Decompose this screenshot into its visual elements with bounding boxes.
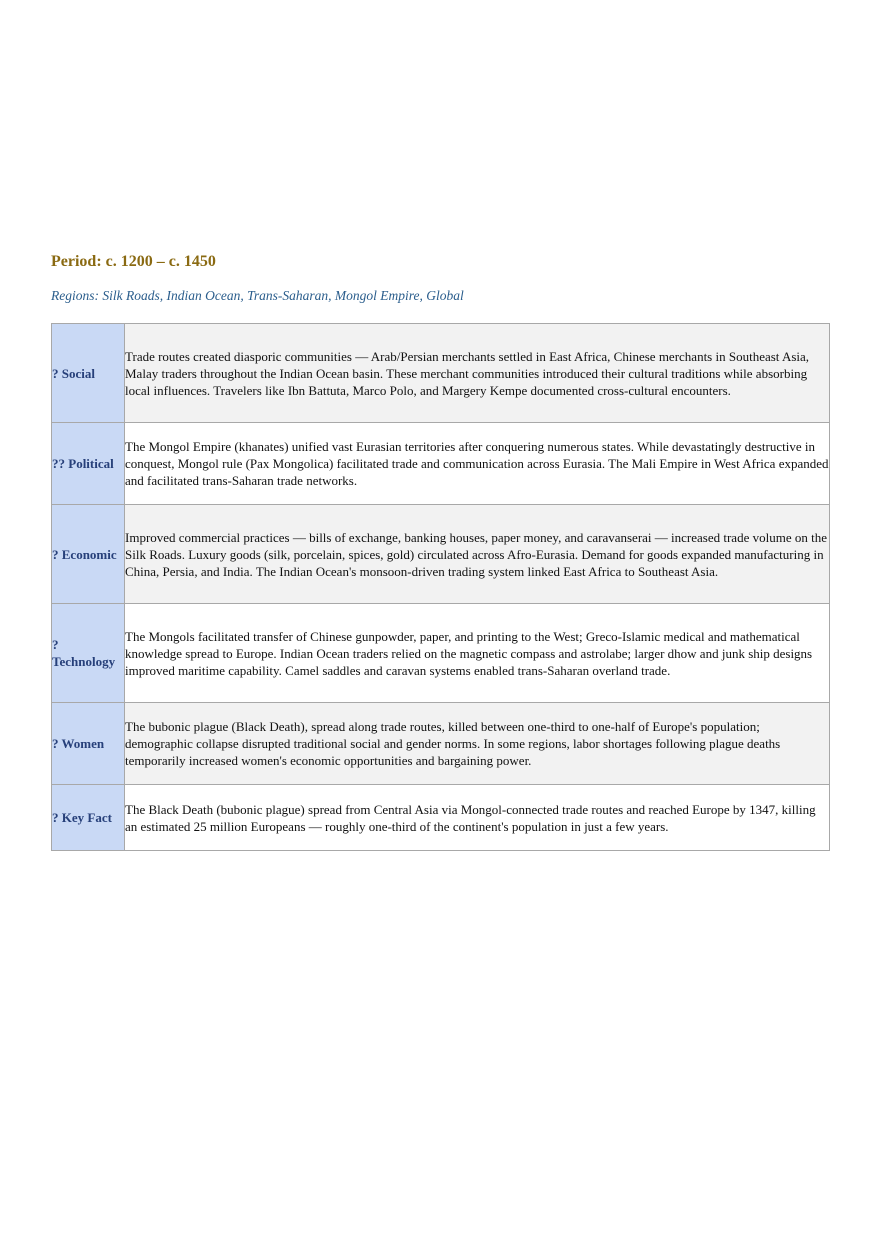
row-label-political: ?? Political xyxy=(52,423,125,505)
row-text-key-fact: The Black Death (bubonic plague) spread from Central Asia via Mongol-connected trade routes and reached Europe by 1347, killing an estimated 25 million Europeans — roughly one-third of the continent's population in just a few years. xyxy=(125,785,830,851)
row-label-social: ? Social xyxy=(52,324,125,423)
row-text-technology: The Mongols facilitated transfer of Chinese gunpowder, paper, and printing to the West; Greco-Islamic medical and mathematical knowledge spread to Europe. Indian Ocean traders relied on the magnetic compass and astrolabe; larger dhow and junk ship designs improved maritime capability. Camel saddles and caravan systems enabled trans-Saharan overland trade. xyxy=(125,604,830,703)
row-text-economic: Improved commercial practices — bills of exchange, banking houses, paper money, and caravanserai — increased trade volume on the Silk Roads. Luxury goods (silk, porcelain, spices, gold) circulated across Afro-Eurasia. Demand for goods expanded manufacturing in China, Persia, and India. The Indian Ocean's monsoon-driven trading system linked East Africa to Southeast Asia. xyxy=(125,505,830,604)
row-label-technology: ? Technology xyxy=(52,604,125,703)
table-row-technology xyxy=(52,604,830,703)
table-row-economic xyxy=(52,505,830,604)
row-label-women: ? Women xyxy=(52,703,125,785)
row-label-key-fact: ? Key Fact xyxy=(52,785,125,851)
table-row-social xyxy=(52,324,830,423)
row-text-social: Trade routes created diasporic communities — Arab/Persian merchants settled in East Africa, Chinese merchants in Southeast Asia, Malay traders throughout the Indian Ocean basin. These merchant communities introduced their cultural traditions while absorbing local influences. Travelers like Ibn Battuta, Marco Polo, and Margery Kempe documented cross-cultural encounters. xyxy=(125,324,830,423)
row-text-women: The bubonic plague (Black Death), spread along trade routes, killed between one-third to one-half of Europe's population; demographic collapse disrupted traditional social and gender norms. In some regions, labor shortages following plague deaths temporarily increased women's economic opportunities and bargaining power. xyxy=(125,703,830,785)
row-text-political: The Mongol Empire (khanates) unified vast Eurasian territories after conquering numerous states. While devastatingly destructive in conquest, Mongol rule (Pax Mongolica) facilitated trade and communication across Eurasia. The Mali Empire in West Africa expanded and facilitated trans-Saharan trade networks. xyxy=(125,423,830,505)
table-row-key-fact xyxy=(52,785,830,851)
table-row-political xyxy=(52,423,830,505)
theme-table xyxy=(51,323,830,851)
table-row-women xyxy=(52,703,830,785)
regions-subheading: Regions: Silk Roads, Indian Ocean, Trans-Saharan, Mongol Empire, Global xyxy=(51,288,464,303)
row-label-economic: ? Economic xyxy=(52,505,125,604)
period-heading: Period: c. 1200 – c. 1450 xyxy=(51,253,216,270)
